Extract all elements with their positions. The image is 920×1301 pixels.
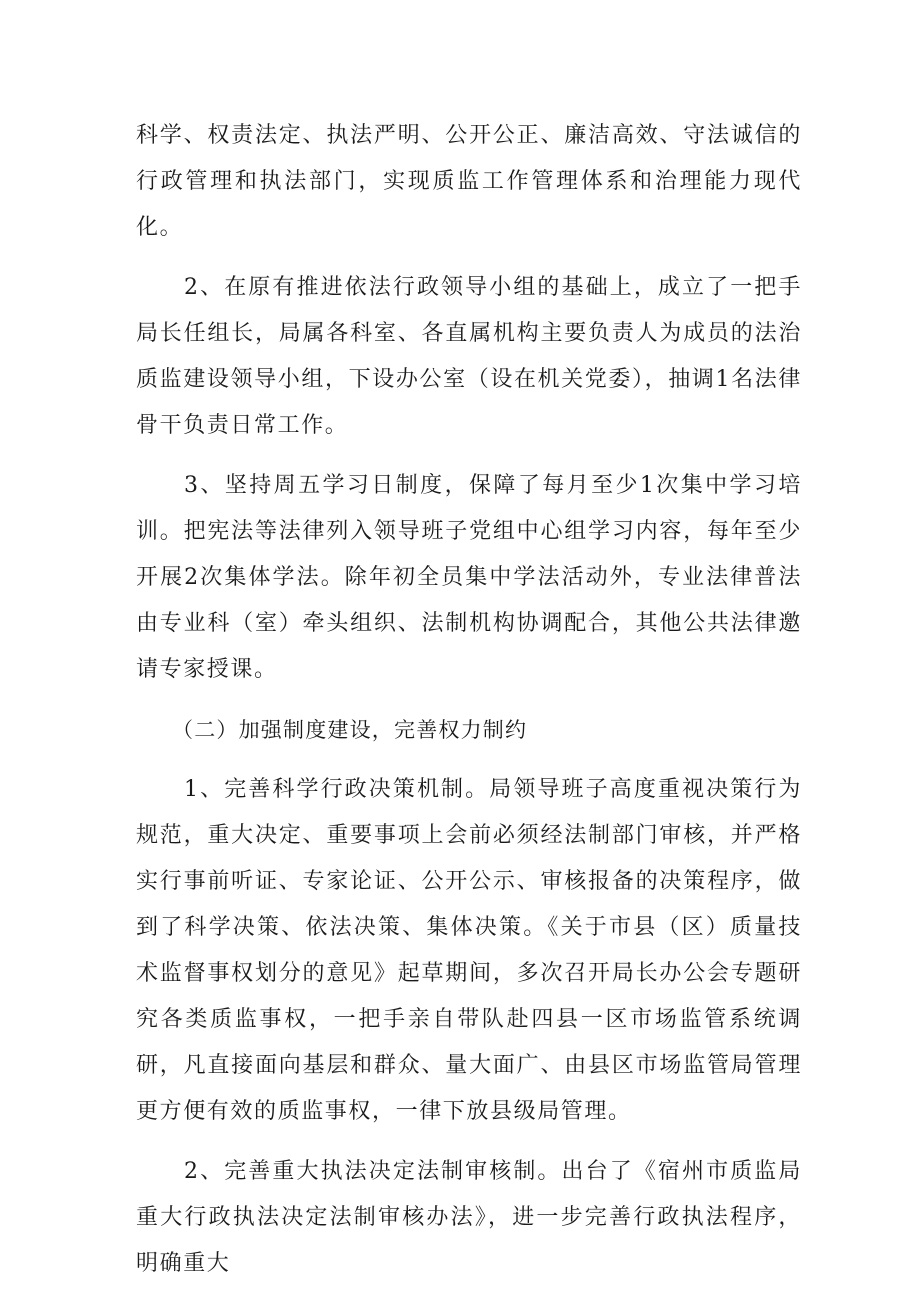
paragraph-item-2: 2、在原有推进依法行政领导小组的基础上，成立了一把手局长任组长，局属各科室、各直属机构主要负责人为成员的法治质监建设领导小组，下设办公室（设在机关党委），抽调1名法律骨干负责日常工作。 xyxy=(136,275,802,438)
paragraph-legal-review: 2、完善重大执法决定法制审核制。出台了《宿州市质监局重大行政执法决定法制审核办法》，进一步完善行政执法程序，明确重大 xyxy=(136,1159,802,1276)
paragraph-continuation: 科学、权责法定、执法严明、公开公正、廉洁高效、守法诚信的行政管理和执法部门，实现质监工作管理体系和治理能力现代化。 xyxy=(136,123,802,240)
paragraph-item-3: 3、坚持周五学习日制度，保障了每月至少1次集中学习培训。把宪法等法律列入领导班子党组中心组学习内容，每年至少开展2次集体学法。除年初全员集中学法活动外，专业法律普法由专业科（室）牵头组织、法制机构协调配合，其他公共法律邀请专家授课。 xyxy=(136,473,802,682)
section-heading: （二）加强制度建设，完善权力制约 xyxy=(172,718,528,742)
paragraph-decision-mechanism: 1、完善科学行政决策机制。局领导班子高度重视决策行为规范，重大决定、重要事项上会前必须经法制部门审核，并严格实行事前听证、专家论证、公开公示、审核报备的决策程序，做到了科学决策、依法决策、集体决策。《关于市县（区）质量技术监督事权划分的意见》起草期间，多次召开局长办公会专题研究各类质监事权，一把手亲自带队赴四县一区市场监管系统调研，凡直接面向基层和群众、量大面广、由县区市场监管局管理更方便有效的质监事权，一律下放县级局管理。 xyxy=(136,777,802,1124)
